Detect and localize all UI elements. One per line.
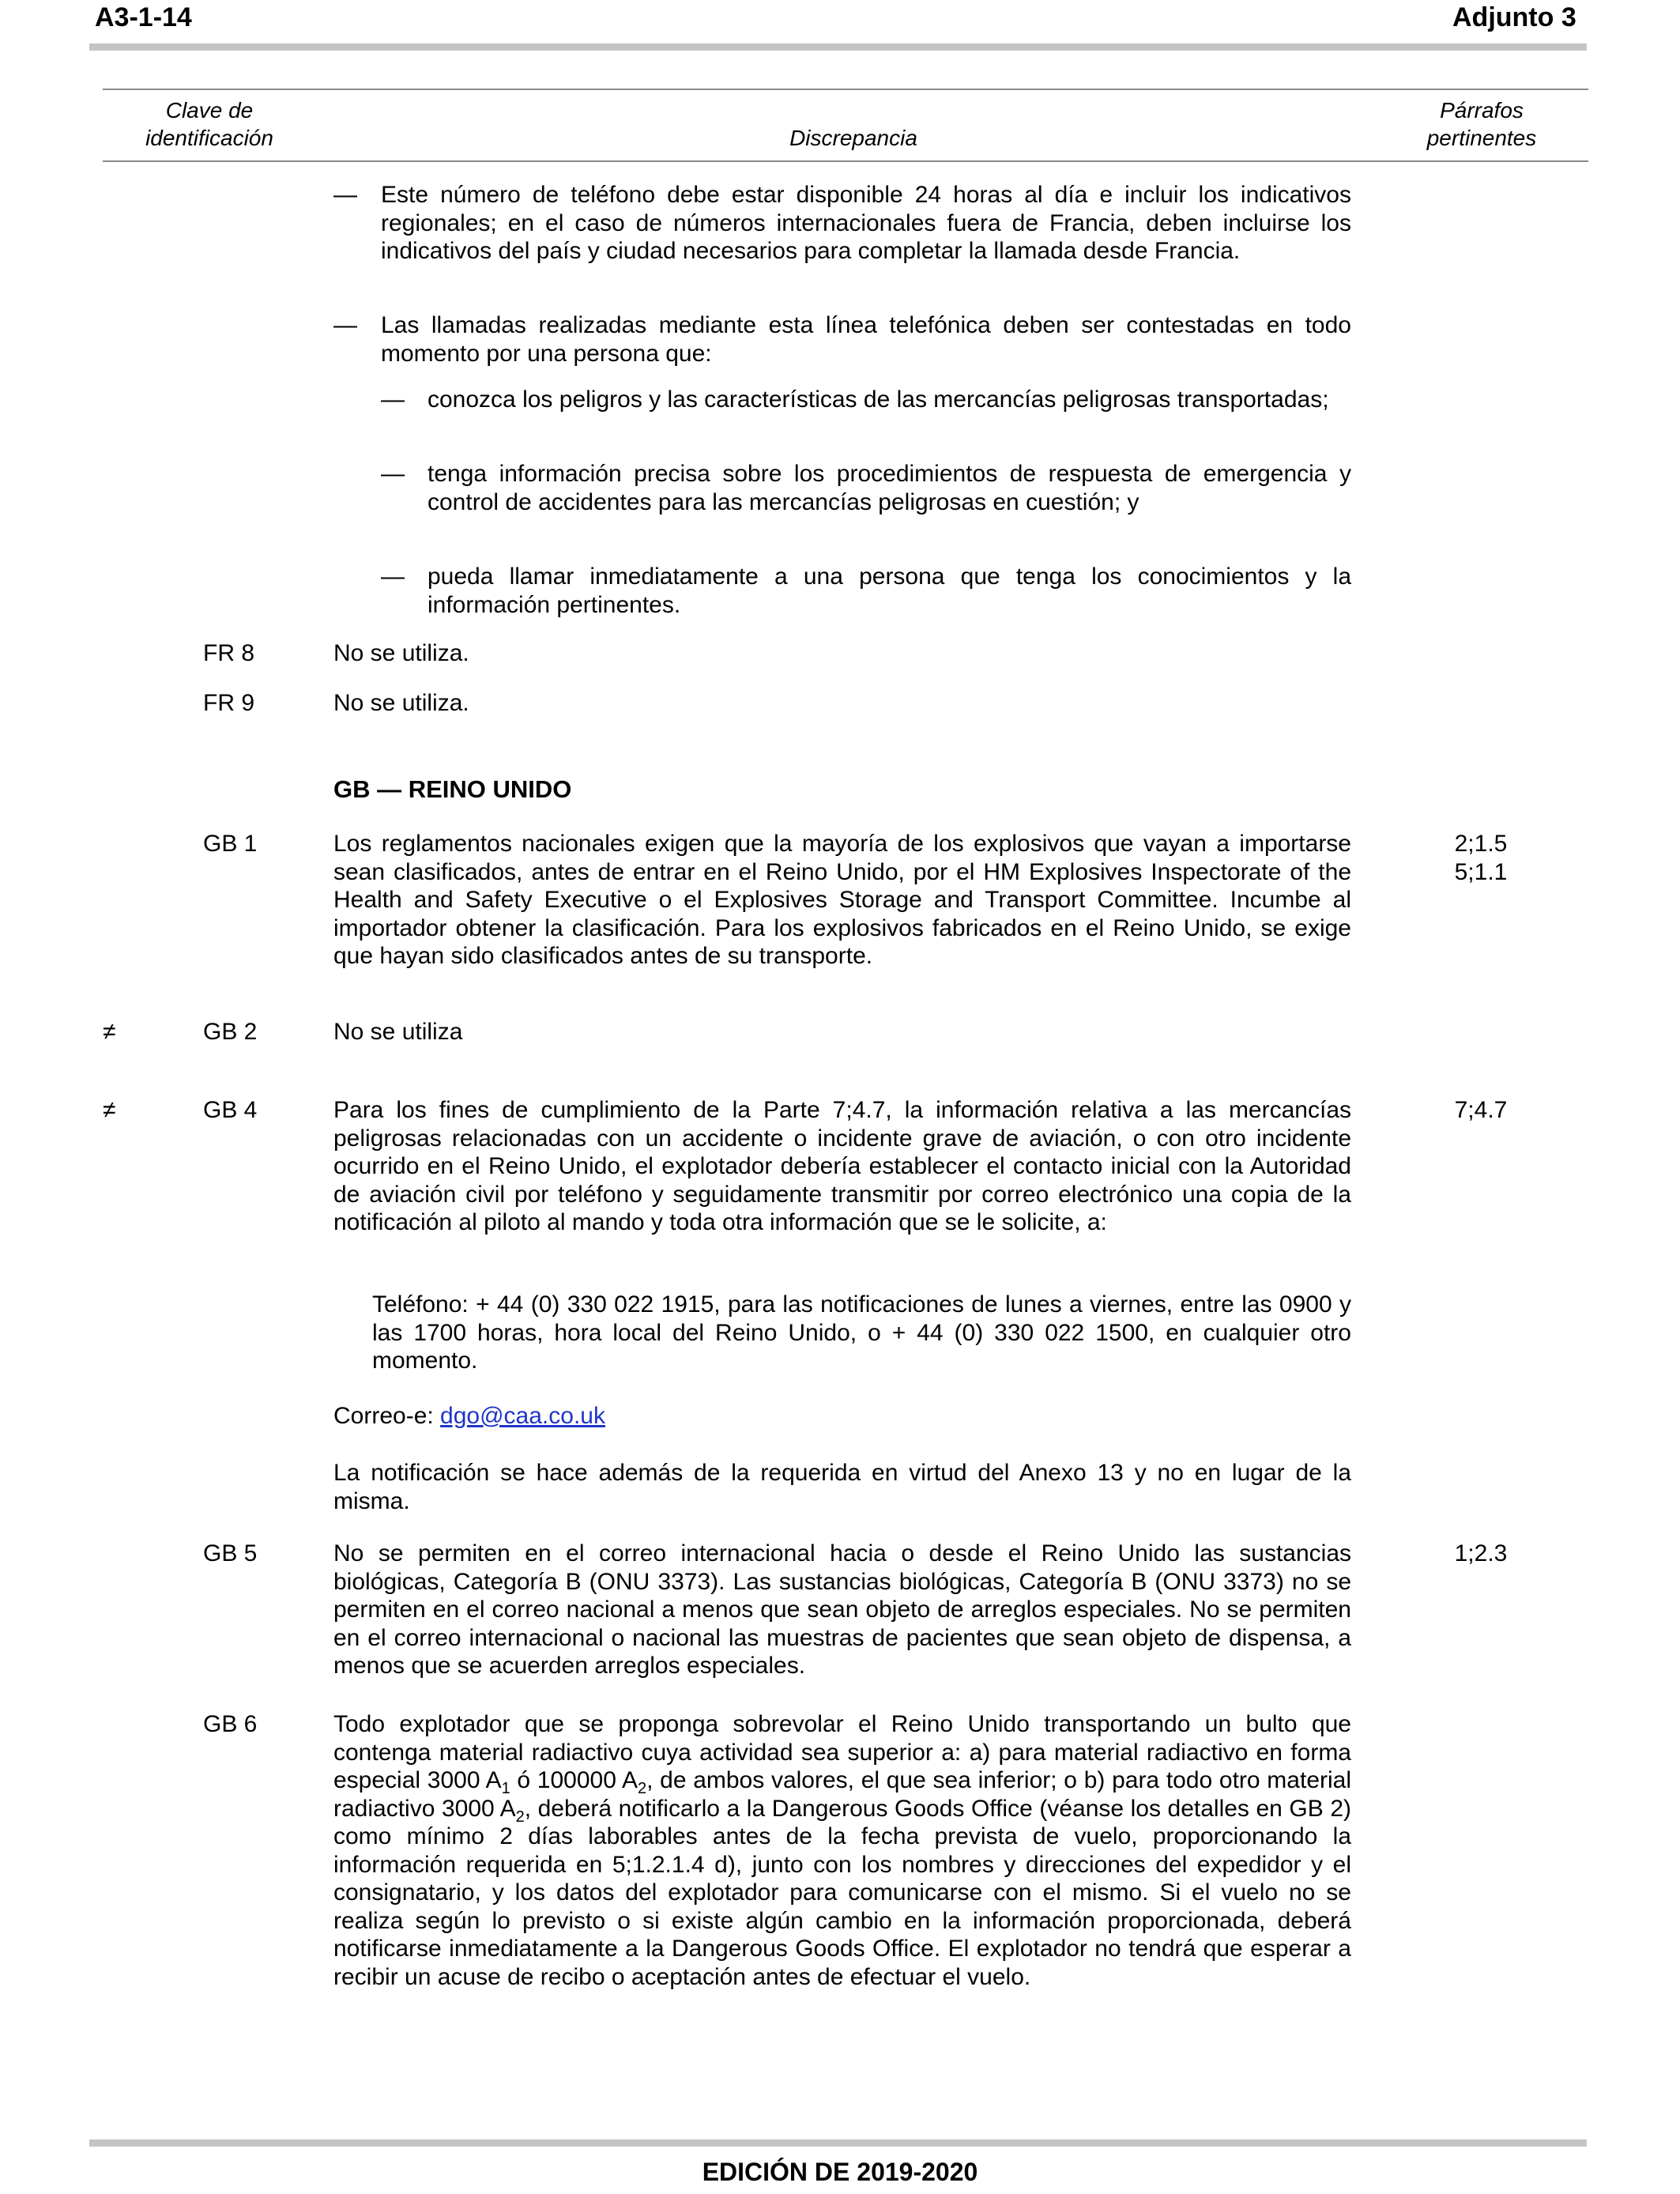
subscript: 2 — [637, 1780, 647, 1797]
gb2-text: No se utiliza — [333, 1019, 463, 1045]
page-number: A3-1-14 — [95, 2, 192, 32]
key-gb2: GB 2 — [203, 1019, 258, 1045]
column-header-key-line2: identificación — [145, 126, 273, 150]
column-header-key — [119, 96, 300, 152]
header-rule — [89, 43, 1587, 51]
gb6-text-4: , deberá notificarlo a la Dangerous Goods Office (véanse los detalles en GB 2) como mínimo 2 días laborables antes de la fecha prevista de vuelo, proporcionando la información requerida en 5;1.2.1.4 d), junto con los nombres y direcciones del expedidor y el consignatario, y los datos del explotador para comunicarse con el mismo. Si el vuelo no se realiza según lo previsto o si existe algún cambio en la información proporcionada, deberá notificarse inmediatamente a la Dangerous Goods Office. El explotador no tendrá que esperar a recibir un acuse de recibo o aceptación antes de efectuar el vuelo. — [333, 1795, 1351, 1990]
gb6-text-2: ó 100000 A — [510, 1767, 638, 1793]
key-fr9: FR 9 — [203, 690, 255, 716]
fr-subitem-contact: pueda llamar inmediatamente a una persona que tenga los conocimientos y la información pertinentes. — [428, 564, 1351, 618]
email-link[interactable]: dgo@caa.co.uk — [440, 1403, 605, 1429]
dash-bullet: — — [333, 312, 357, 338]
gb4-ref: 7;4.7 — [1454, 1097, 1508, 1123]
column-header-key-line1: Clave de — [165, 98, 254, 123]
dash-bullet: — — [381, 386, 405, 413]
key-gb4: GB 4 — [203, 1097, 258, 1123]
gb1-ref-1: 2;1.5 — [1454, 831, 1508, 857]
fr-subitem-hazards: conozca los peligros y las características de las mercancías peligrosas transportadas; — [428, 386, 1329, 413]
gb4-email-line — [333, 1402, 1351, 1431]
change-mark: ≠ — [103, 1019, 116, 1045]
gb1-ref — [1438, 830, 1524, 886]
dash-bullet: — — [333, 182, 357, 208]
subscript: 2 — [515, 1808, 525, 1826]
gb4-text: Para los fines de cumplimiento de la Parte 7;4.7, la información relativa a las mercancías peligrosas relacionadas con un accidente o incidente grave de aviación, o con otro incidente ocurrido en el Reino Unido, el explotador debería establecer el contacto inicial con la Autoridad de aviación civil por teléfono y seguidamente transmitir por correo electrónico una copia de la notificación al piloto al mando y toda otra información que se le solicite, a: — [333, 1097, 1351, 1235]
column-header-paragraphs-line1: Párrafos — [1440, 98, 1524, 123]
table-header-rule — [103, 160, 1588, 162]
key-fr8: FR 8 — [203, 640, 255, 666]
gb4-note: La notificación se hace además de la requerida en virtud del Anexo 13 y no en lugar de la misma. — [333, 1460, 1351, 1514]
gb1-text: Los reglamentos nacionales exigen que la mayoría de los explosivos que vayan a importarse sean clasificados, antes de entrar en el Reino Unido, por el HM Explosives Inspectorate of the Health and Safety Executive o el Explosives Storage and Transport Committee. Incumbe al importador obtener la clasificación. Para los explosivos fabricados en el Reino Unido, se exige que hayan sido clasificados antes de su transporte. — [333, 831, 1351, 969]
gb1-ref-2: 5;1.1 — [1454, 858, 1508, 885]
section-title-gb: GB — REINO UNIDO — [333, 775, 572, 803]
table-top-rule — [103, 89, 1588, 90]
attachment-label: Adjunto 3 — [1452, 2, 1576, 32]
dash-bullet: — — [381, 564, 405, 590]
change-mark: ≠ — [103, 1097, 116, 1123]
fr9-text: No se utiliza. — [333, 690, 469, 716]
fr-subitem-emergency: tenga información precisa sobre los procedimientos de respuesta de emergencia y control de accidentes para las mercancías peligrosas en cuestión; y — [428, 461, 1351, 515]
edition-footer: EDICIÓN DE 2019-2020 — [702, 2158, 978, 2186]
gb5-text: No se permiten en el correo internacional hacia o desde el Reino Unido las sustancias biológicas, Categoría B (ONU 3373). Las sustancias biológicas, Categoría B (ONU 3373) no se permiten en el correo nacional a menos que sean objeto de arreglos especiales. No se permiten en el correo internacional o nacional las muestras de pacientes que sean objeto de dispensa, a menos que se acuerden arreglos especiales. — [333, 1540, 1351, 1679]
column-header-paragraphs-line2: pertinentes — [1426, 126, 1537, 150]
dash-bullet: — — [381, 461, 405, 487]
key-gb5: GB 5 — [203, 1540, 258, 1566]
key-gb1: GB 1 — [203, 831, 258, 857]
fr8-text: No se utiliza. — [333, 640, 469, 666]
fr-item-phone: Este número de teléfono debe estar disponible 24 horas al día e incluir los indicativos regionales; en el caso de números internacionales fuera de Francia, deben incluirse los indicativos del país y ciudad necesarios para completar la llamada desde Francia. — [381, 182, 1351, 264]
subscript: 1 — [501, 1780, 510, 1797]
key-gb6: GB 6 — [203, 1711, 258, 1737]
gb4-phone: Teléfono: + 44 (0) 330 022 1915, para las notificaciones de lunes a viernes, entre las 0900 y las 1700 horas, hora local del Reino Unido, o + 44 (0) 330 022 1500, en cualquier otro momento. — [372, 1291, 1351, 1374]
email-label: Correo-e: — [333, 1403, 441, 1429]
fr-item-calls: Las llamadas realizadas mediante esta línea telefónica deben ser contestadas en todo momento por una persona que: — [381, 312, 1351, 367]
gb6-text-1: Todo explotador que se proponga sobrevolar el Reino Unido transportando un bulto que contenga material radiactivo cuya actividad sea superior a: a) para material radiactivo en forma especial 3000 A — [333, 1711, 1351, 1793]
column-header-paragraphs — [1399, 96, 1565, 152]
gb6-text-3: , de ambos valores, el que sea inferior; o b) para todo otro material radiactivo 3000 A — [333, 1767, 1352, 1822]
column-header-discrepancy: Discrepancia — [789, 126, 917, 150]
gb5-ref: 1;2.3 — [1454, 1540, 1508, 1566]
gb6-text — [333, 1710, 1351, 1991]
footer-rule — [89, 2139, 1587, 2147]
